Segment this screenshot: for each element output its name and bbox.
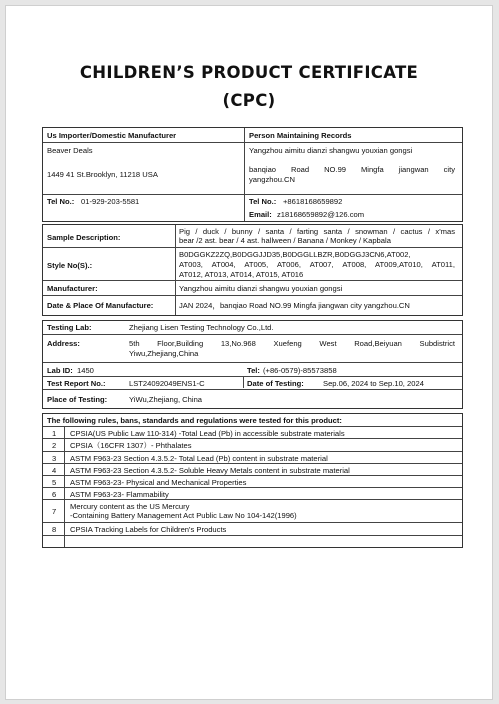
row-divider bbox=[43, 194, 462, 195]
row-divider bbox=[43, 247, 462, 248]
style-label: Style No(S).: bbox=[47, 261, 93, 270]
importer-records-table bbox=[42, 127, 463, 222]
importer-name: Beaver Deals bbox=[47, 146, 93, 155]
place-value: YiWu,Zhejiang, China bbox=[129, 395, 203, 404]
records-name: Yangzhou aimitu dianzi shangwu youxian gongsi bbox=[249, 146, 413, 155]
rule-text-continued: -Containing Battery Management Act Public Law No 104-142(1996) bbox=[70, 511, 297, 520]
rule-text: ASTM F963-23 Section 4.3.5.2- Soluble Heavy Metals content in substrate material bbox=[70, 466, 350, 475]
report-value: LST24092049ENS1-C bbox=[129, 379, 205, 388]
sample-label: Sample Description: bbox=[47, 233, 121, 242]
row-divider bbox=[43, 376, 462, 377]
certificate-title: CHILDREN’S PRODUCT CERTIFICATE bbox=[79, 63, 419, 82]
records-heading: Person Maintaining Records bbox=[249, 131, 352, 140]
sample-line2: bear /2 ast. bear / 4 ast. hallween / Banana / Monkey / Kapbala bbox=[179, 236, 391, 245]
rule-text: ASTM F963-23- Flammability bbox=[70, 490, 169, 499]
labid-value: 1450 bbox=[77, 366, 94, 375]
row-divider bbox=[43, 522, 462, 523]
date-place-value: JAN 2024，banqiao Road NO.99 Mingfa jiangwan city yangzhou.CN bbox=[179, 301, 410, 310]
importer-tel: 01-929-203-5581 bbox=[81, 197, 140, 206]
date-place-label: Date & Place Of Manufacture: bbox=[47, 301, 154, 310]
rule-text: CPSIA(US Public Law 110-314) -Total Lead (Pb) in accessible substrate materials bbox=[70, 429, 345, 438]
row-divider bbox=[43, 463, 462, 464]
rule-text: ASTM F963-23 Section 4.3.5.2- Total Lead (Pb) content in substrate material bbox=[70, 454, 328, 463]
rule-number: 8 bbox=[52, 525, 57, 534]
rule-text: Mercury content as the US Mercury bbox=[70, 502, 190, 511]
certificate-page bbox=[6, 6, 492, 699]
testing-lab-table bbox=[42, 320, 463, 409]
rules-table bbox=[42, 413, 463, 548]
row-divider bbox=[43, 389, 462, 390]
report-label: Test Report No.: bbox=[47, 379, 106, 388]
product-table bbox=[42, 224, 463, 316]
rule-number: 1 bbox=[52, 429, 57, 438]
row-divider bbox=[43, 295, 462, 296]
row-divider bbox=[43, 438, 462, 439]
place-label: Place of Testing: bbox=[47, 395, 108, 404]
row-divider bbox=[43, 451, 462, 452]
column-divider bbox=[243, 376, 244, 388]
certificate-subtitle: (CPC) bbox=[222, 91, 276, 110]
rule-number: 5 bbox=[52, 478, 57, 487]
rule-text: CPSIA Tracking Labels for Children's Products bbox=[70, 525, 227, 534]
rule-number: 4 bbox=[52, 466, 57, 475]
address-line2: Yiwu,Zhejiang,China bbox=[129, 349, 199, 358]
rule-number: 7 bbox=[52, 507, 57, 516]
rule-number: 3 bbox=[52, 454, 57, 463]
column-divider bbox=[64, 426, 65, 547]
importer-tel-label: Tel No.: bbox=[47, 197, 75, 206]
importer-heading: Us Importer/Domestic Manufacturer bbox=[47, 131, 177, 140]
manufacturer-value: Yangzhou aimitu dianzi shangwu youxian gongsi bbox=[179, 284, 343, 293]
labid-label: Lab ID: bbox=[47, 366, 73, 375]
lab-value: Zhejiang Lisen Testing Technology Co.,Ltd. bbox=[129, 323, 274, 332]
address-label: Address: bbox=[47, 339, 80, 348]
row-divider bbox=[43, 487, 462, 488]
records-tel: +8618168659892 bbox=[283, 197, 343, 206]
style-line1: B0DGGKZ2ZQ,B0DGGJJD35,B0DGGLLBZR,B0DGGJ3CN6,AT002, bbox=[179, 250, 411, 259]
row-divider bbox=[43, 334, 462, 335]
test-date-value: Sep.06, 2024 to Sep.10, 2024 bbox=[323, 379, 424, 388]
records-tel-label: Tel No.: bbox=[249, 197, 277, 206]
lab-tel-label: Tel: bbox=[247, 366, 260, 375]
row-divider bbox=[43, 535, 462, 536]
lab-label: Testing Lab: bbox=[47, 323, 92, 332]
sample-line1: Pig / duck / bunny / santa / farting santa / snowman / cactus / x'mas bbox=[179, 227, 455, 236]
rule-number: 6 bbox=[52, 490, 57, 499]
lab-tel-value: (+86-0579)-85573858 bbox=[263, 366, 337, 375]
records-address-line1: banqiao Road NO.99 Mingfa jiangwan city bbox=[249, 165, 455, 174]
row-divider bbox=[43, 426, 462, 427]
rule-text: ASTM F963-23- Physical and Mechanical Properties bbox=[70, 478, 247, 487]
column-divider bbox=[175, 225, 176, 315]
rule-number: 2 bbox=[52, 441, 57, 450]
row-divider bbox=[43, 142, 462, 143]
test-date-label: Date of Testing: bbox=[247, 379, 304, 388]
records-email-label: Email: bbox=[249, 210, 272, 219]
manufacturer-label: Manufacturer: bbox=[47, 284, 98, 293]
style-line2: AT003, AT004, AT005, AT006, AT007, AT008, AT009,AT010, AT011, bbox=[179, 260, 455, 269]
row-divider bbox=[43, 280, 462, 281]
records-email: z18168659892@126.com bbox=[277, 210, 365, 219]
rules-heading: The following rules, bans, standards and regulations were tested for this product: bbox=[47, 416, 342, 425]
row-divider bbox=[43, 475, 462, 476]
style-line3: AT012, AT013, AT014, AT015, AT016 bbox=[179, 270, 304, 279]
row-divider bbox=[43, 499, 462, 500]
address-line1: 5th Floor,Building 13,No.968 Xuefeng West Road,Beiyuan Subdistrict bbox=[129, 339, 455, 348]
importer-address: 1449 41 St.Brooklyn, 11218 USA bbox=[47, 170, 158, 179]
row-divider bbox=[43, 362, 462, 363]
rule-text: CPSIA（16CFR 1307）- Phthalates bbox=[70, 441, 192, 450]
records-address-line2: yangzhou.CN bbox=[249, 175, 296, 184]
